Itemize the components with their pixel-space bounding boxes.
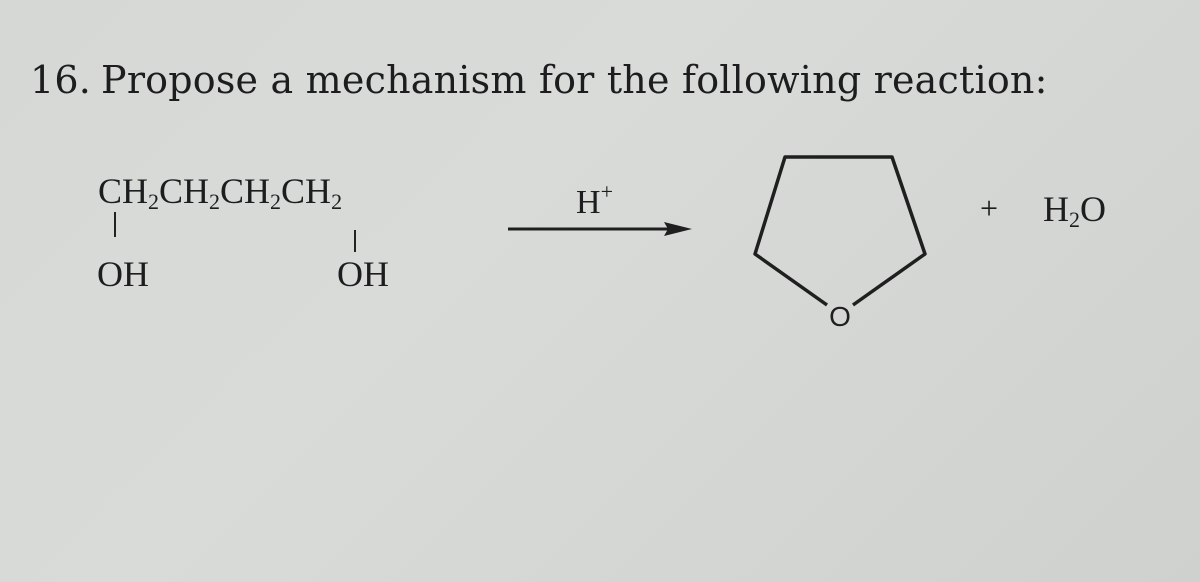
- tetrahydrofuran-ring: [755, 157, 925, 332]
- arrow-head: [664, 222, 692, 236]
- chain-ch-4: CH: [281, 171, 332, 211]
- hydroxyl-left: OH: [97, 254, 149, 294]
- chain-sub-2: 2: [209, 189, 221, 214]
- chain-sub-1: 2: [148, 189, 160, 214]
- water-o: O: [1080, 189, 1106, 229]
- water-sub: 2: [1069, 207, 1080, 232]
- chain-ch-1: CH: [98, 171, 149, 211]
- plus-sign: +: [980, 190, 999, 226]
- water-h: H: [1043, 189, 1069, 229]
- catalyst-charge: +: [600, 179, 613, 204]
- reaction-arrow: [508, 222, 692, 236]
- hydroxyl-right: OH: [337, 254, 389, 294]
- chain-sub-4: 2: [331, 189, 343, 214]
- ring-oxygen: O: [829, 301, 851, 332]
- chain-ch-2: CH: [159, 171, 210, 211]
- chain-ch-3: CH: [220, 171, 271, 211]
- question-number: 16.: [30, 58, 92, 102]
- question-text: Propose a mechanism for the following reaction:: [101, 58, 1048, 102]
- catalyst-symbol: H: [576, 184, 601, 221]
- water-formula: [1043, 188, 1106, 230]
- ring-bonds: [755, 157, 925, 305]
- chain-sub-3: 2: [270, 189, 282, 214]
